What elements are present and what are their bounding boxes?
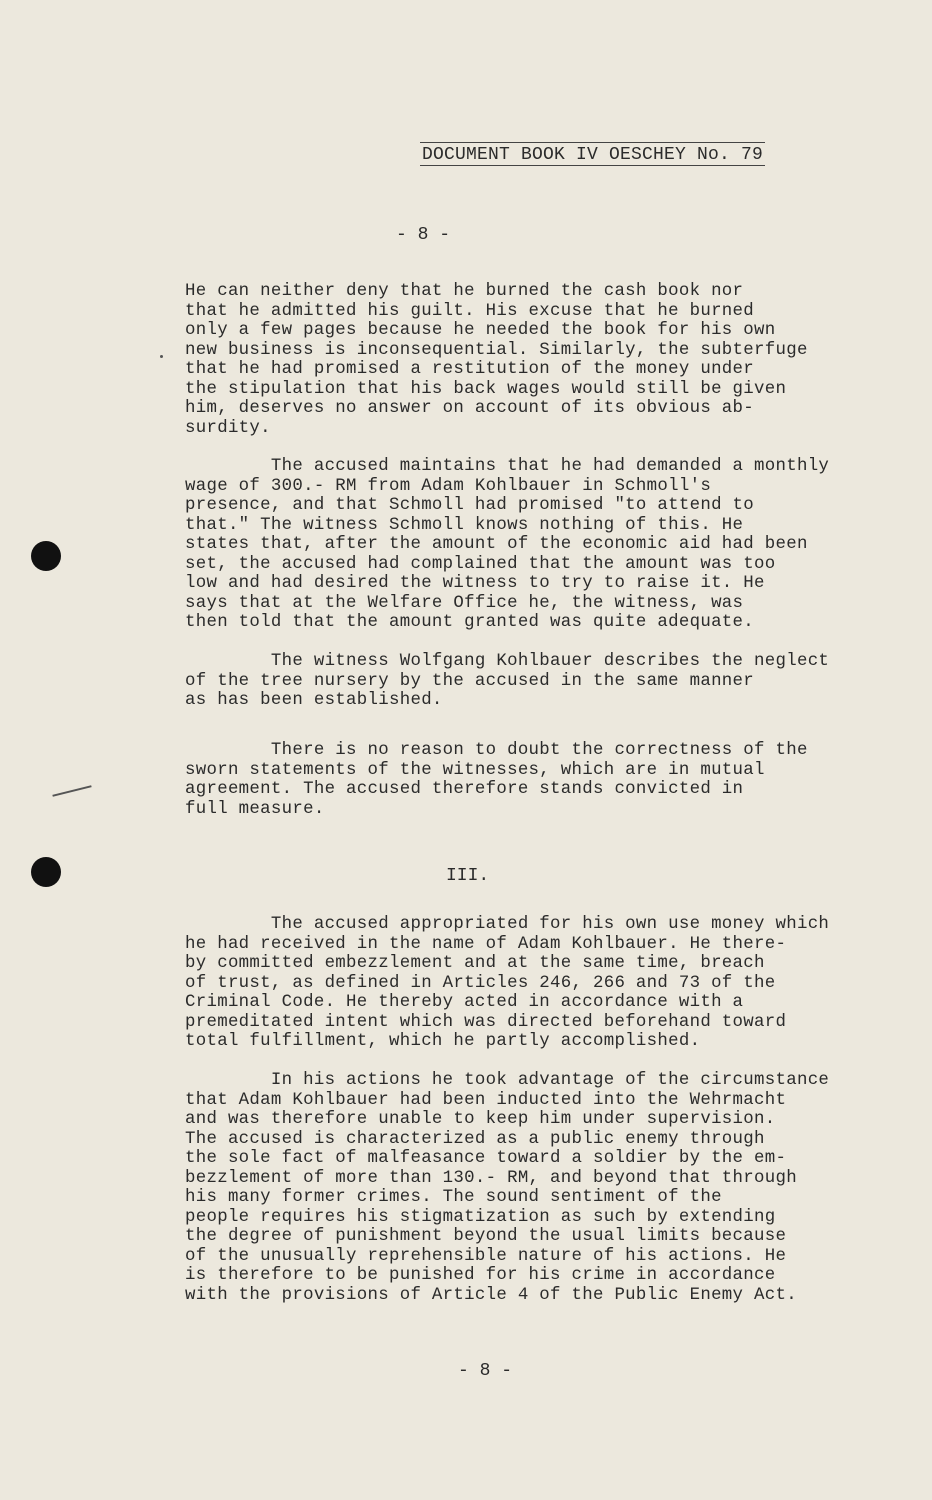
section-number: III.: [446, 866, 490, 886]
page-number-bottom: - 8 -: [458, 1361, 513, 1381]
document-header: DOCUMENT BOOK IV OESCHEY No. 79: [420, 142, 765, 166]
punch-hole-upper: [31, 541, 61, 571]
paragraph-2: The accused maintains that he had demanded a monthly wage of 300.- RM from Adam Kohlbauer in Schmoll's presence, and that Schmoll had promised "to attend to that." The witness Schmoll knows nothing of this. He states that, after the amount of the economic aid had been set, the accused had complained that the amount was too low and had desired the witness to try to raise it. He says that at the Welfare Office he, the witness, was then told that the amount granted was quite adequate.: [185, 457, 830, 632]
pen-mark: [52, 785, 91, 797]
paragraph-4: There is no reason to doubt the correctness of the sworn statements of the witnesses, which are in mutual agreement. The accused therefore stands convicted in full measure.: [185, 741, 808, 819]
paragraph-3: The witness Wolfgang Kohlbauer describes the neglect of the tree nursery by the accused in the same manner as has been established.: [185, 652, 830, 710]
punch-hole-lower: [31, 857, 61, 887]
stray-dot: [160, 355, 163, 358]
paragraph-6: In his actions he took advantage of the circumstance that Adam Kohlbauer had been inducted into the Wehrmacht and was therefore unable to keep him under supervision. The accused is characterized as a public enemy through the sole fact of malfeasance toward a soldier by the em- bezzlement of more than 130.- RM, and beyond that through his many former crimes. The sound sentiment of the people requires his stigmatization as such by extending the degree of punishment beyond the usual limits because of the unusually reprehensible nature of his actions. He is therefore to be punished for his crime in accordance with the provisions of Article 4 of the Public Enemy Act.: [185, 1071, 830, 1305]
page-number-top: - 8 -: [396, 225, 451, 245]
paragraph-1: He can neither deny that he burned the cash book nor that he admitted his guilt. His excuse that he burned only a few pages because he needed the book for his own new business is inconsequential. Similarly, the subterfuge that he had promised a restitution of the money under the stipulation that his back wages would still be given him, deserves no answer on account of its obvious ab- surdity.: [185, 282, 808, 438]
paragraph-5: The accused appropriated for his own use money which he had received in the name of Adam Kohlbauer. He there- by committed embezzlement and at the same time, breach of trust, as defined in Articles 246, 266 and 73 of the Criminal Code. He thereby acted in accordance with a premeditated intent which was directed beforehand toward total fulfillment, which he partly accomplished.: [185, 915, 830, 1051]
